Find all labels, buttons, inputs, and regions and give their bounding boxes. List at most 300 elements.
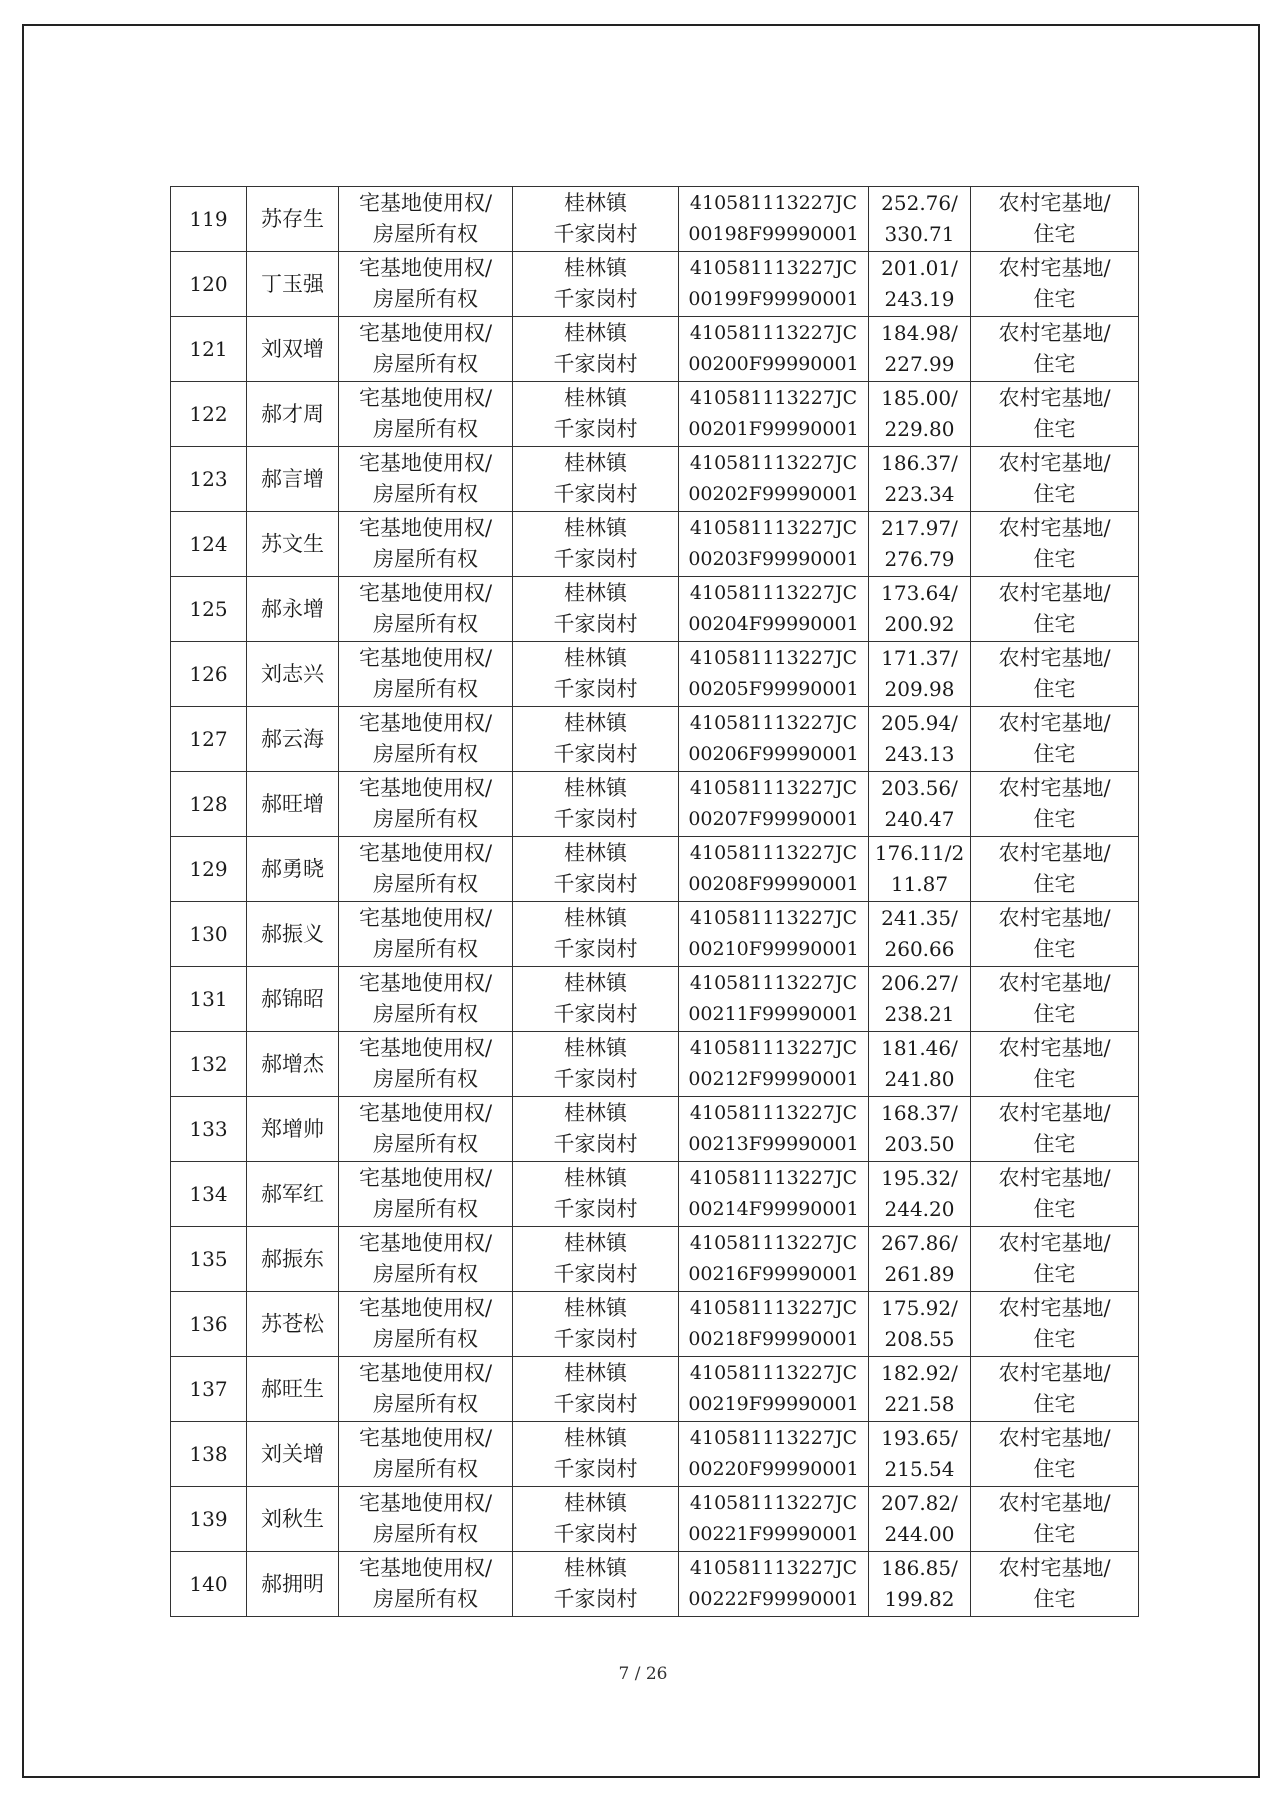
location-village: 千家岗村 bbox=[553, 1587, 638, 1611]
usage-line-2: 住宅 bbox=[1033, 222, 1076, 246]
location-town: 桂林镇 bbox=[564, 1361, 627, 1385]
cell-unit-code bbox=[679, 1552, 869, 1617]
right-type-line-1: 宅基地使用权/ bbox=[358, 1426, 493, 1450]
cell-owner-name: 刘关增 bbox=[247, 1422, 339, 1487]
cell-unit-code bbox=[679, 382, 869, 447]
cell-serial-number: 137 bbox=[171, 1357, 247, 1422]
area-line-2: 221.58 bbox=[884, 1392, 955, 1416]
right-type-line-1: 宅基地使用权/ bbox=[358, 1491, 493, 1515]
cell-owner-name: 郑增帅 bbox=[247, 1097, 339, 1162]
area-line-1: 185.00/ bbox=[881, 386, 958, 410]
right-type-line-2: 房屋所有权 bbox=[373, 1132, 478, 1156]
usage-line-1: 农村宅基地/ bbox=[998, 581, 1111, 605]
usage-line-1: 农村宅基地/ bbox=[998, 386, 1111, 410]
cell-right-type bbox=[339, 1422, 513, 1487]
area-line-1: 241.35/ bbox=[881, 906, 958, 930]
usage-line-2: 住宅 bbox=[1033, 1002, 1076, 1026]
cell-unit-code bbox=[679, 837, 869, 902]
right-type-line-2: 房屋所有权 bbox=[373, 287, 478, 311]
usage-line-2: 住宅 bbox=[1033, 1587, 1076, 1611]
unit-code-line-1: 410581113227JC bbox=[689, 257, 858, 279]
area-line-1: 182.92/ bbox=[881, 1361, 958, 1385]
unit-code-line-2: 00208F99990001 bbox=[688, 873, 859, 895]
unit-code-line-1: 410581113227JC bbox=[689, 387, 858, 409]
location-town: 桂林镇 bbox=[564, 451, 627, 475]
location-village: 千家岗村 bbox=[553, 287, 638, 311]
area-line-2: 240.47 bbox=[884, 807, 955, 831]
cell-owner-name: 郝旺增 bbox=[247, 772, 339, 837]
area-line-1: 252.76/ bbox=[881, 191, 958, 215]
cell-owner-name: 刘志兴 bbox=[247, 642, 339, 707]
right-type-line-1: 宅基地使用权/ bbox=[358, 191, 493, 215]
location-village: 千家岗村 bbox=[553, 872, 638, 896]
table-row bbox=[171, 382, 1139, 447]
cell-owner-name: 郝云海 bbox=[247, 707, 339, 772]
cell-owner-name: 郝增杰 bbox=[247, 1032, 339, 1097]
table-row bbox=[171, 1292, 1139, 1357]
area-line-2: 241.80 bbox=[884, 1067, 955, 1091]
location-village: 千家岗村 bbox=[553, 1067, 638, 1091]
cell-unit-code bbox=[679, 1032, 869, 1097]
cell-owner-name: 郝军红 bbox=[247, 1162, 339, 1227]
right-type-line-2: 房屋所有权 bbox=[373, 937, 478, 961]
cell-area bbox=[869, 902, 971, 967]
right-type-line-2: 房屋所有权 bbox=[373, 1327, 478, 1351]
cell-right-type bbox=[339, 252, 513, 317]
cell-usage bbox=[971, 967, 1139, 1032]
unit-code-line-1: 410581113227JC bbox=[689, 1037, 858, 1059]
location-village: 千家岗村 bbox=[553, 1522, 638, 1546]
cell-usage bbox=[971, 187, 1139, 252]
right-type-line-2: 房屋所有权 bbox=[373, 1067, 478, 1091]
right-type-line-1: 宅基地使用权/ bbox=[358, 321, 493, 345]
unit-code-line-1: 410581113227JC bbox=[689, 777, 858, 799]
right-type-line-1: 宅基地使用权/ bbox=[358, 1296, 493, 1320]
cell-area bbox=[869, 1227, 971, 1292]
cell-usage bbox=[971, 317, 1139, 382]
registry-table-body bbox=[171, 187, 1139, 1617]
cell-unit-code bbox=[679, 447, 869, 512]
cell-serial-number: 134 bbox=[171, 1162, 247, 1227]
location-town: 桂林镇 bbox=[564, 1166, 627, 1190]
unit-code-line-1: 410581113227JC bbox=[689, 1362, 858, 1384]
table-row bbox=[171, 1162, 1139, 1227]
cell-location bbox=[513, 382, 679, 447]
right-type-line-1: 宅基地使用权/ bbox=[358, 646, 493, 670]
location-town: 桂林镇 bbox=[564, 516, 627, 540]
table-row bbox=[171, 512, 1139, 577]
cell-area bbox=[869, 707, 971, 772]
cell-location bbox=[513, 577, 679, 642]
usage-line-1: 农村宅基地/ bbox=[998, 1036, 1111, 1060]
unit-code-line-1: 410581113227JC bbox=[689, 907, 858, 929]
unit-code-line-2: 00210F99990001 bbox=[688, 938, 859, 960]
right-type-line-1: 宅基地使用权/ bbox=[358, 451, 493, 475]
right-type-line-2: 房屋所有权 bbox=[373, 807, 478, 831]
right-type-line-2: 房屋所有权 bbox=[373, 1197, 478, 1221]
cell-usage bbox=[971, 1422, 1139, 1487]
cell-unit-code bbox=[679, 187, 869, 252]
cell-area bbox=[869, 1357, 971, 1422]
area-line-1: 206.27/ bbox=[881, 971, 958, 995]
cell-serial-number: 127 bbox=[171, 707, 247, 772]
cell-unit-code bbox=[679, 1097, 869, 1162]
registry-table bbox=[170, 186, 1139, 1617]
right-type-line-2: 房屋所有权 bbox=[373, 1002, 478, 1026]
usage-line-2: 住宅 bbox=[1033, 417, 1076, 441]
cell-location bbox=[513, 1032, 679, 1097]
cell-serial-number: 135 bbox=[171, 1227, 247, 1292]
cell-location bbox=[513, 772, 679, 837]
location-village: 千家岗村 bbox=[553, 417, 638, 441]
unit-code-line-1: 410581113227JC bbox=[689, 192, 858, 214]
right-type-line-2: 房屋所有权 bbox=[373, 222, 478, 246]
unit-code-line-2: 00218F99990001 bbox=[688, 1328, 859, 1350]
right-type-line-1: 宅基地使用权/ bbox=[358, 776, 493, 800]
cell-owner-name: 刘秋生 bbox=[247, 1487, 339, 1552]
table-row bbox=[171, 967, 1139, 1032]
cell-usage bbox=[971, 512, 1139, 577]
cell-location bbox=[513, 187, 679, 252]
cell-right-type bbox=[339, 447, 513, 512]
unit-code-line-2: 00199F99990001 bbox=[688, 288, 859, 310]
usage-line-2: 住宅 bbox=[1033, 612, 1076, 636]
area-line-1: 175.92/ bbox=[881, 1296, 958, 1320]
area-line-2: 11.87 bbox=[890, 872, 949, 896]
usage-line-1: 农村宅基地/ bbox=[998, 906, 1111, 930]
table-row bbox=[171, 837, 1139, 902]
cell-owner-name: 苏苍松 bbox=[247, 1292, 339, 1357]
cell-owner-name: 郝振东 bbox=[247, 1227, 339, 1292]
right-type-line-1: 宅基地使用权/ bbox=[358, 1361, 493, 1385]
cell-location bbox=[513, 1422, 679, 1487]
cell-unit-code bbox=[679, 1422, 869, 1487]
cell-owner-name: 郝拥明 bbox=[247, 1552, 339, 1617]
table-row bbox=[171, 1552, 1139, 1617]
cell-unit-code bbox=[679, 1292, 869, 1357]
table-row bbox=[171, 1097, 1139, 1162]
cell-usage bbox=[971, 707, 1139, 772]
right-type-line-2: 房屋所有权 bbox=[373, 1587, 478, 1611]
table-row bbox=[171, 1487, 1139, 1552]
cell-serial-number: 131 bbox=[171, 967, 247, 1032]
right-type-line-2: 房屋所有权 bbox=[373, 1457, 478, 1481]
unit-code-line-2: 00222F99990001 bbox=[688, 1588, 859, 1610]
cell-unit-code bbox=[679, 252, 869, 317]
unit-code-line-2: 00219F99990001 bbox=[688, 1393, 859, 1415]
table-row bbox=[171, 1032, 1139, 1097]
right-type-line-2: 房屋所有权 bbox=[373, 742, 478, 766]
cell-right-type bbox=[339, 577, 513, 642]
cell-serial-number: 119 bbox=[171, 187, 247, 252]
cell-right-type bbox=[339, 187, 513, 252]
cell-serial-number: 138 bbox=[171, 1422, 247, 1487]
right-type-line-2: 房屋所有权 bbox=[373, 547, 478, 571]
cell-owner-name: 郝才周 bbox=[247, 382, 339, 447]
cell-location bbox=[513, 1292, 679, 1357]
area-line-2: 209.98 bbox=[884, 677, 955, 701]
cell-owner-name: 丁玉强 bbox=[247, 252, 339, 317]
right-type-line-1: 宅基地使用权/ bbox=[358, 386, 493, 410]
table-row bbox=[171, 317, 1139, 382]
area-line-1: 201.01/ bbox=[881, 256, 958, 280]
area-line-1: 203.56/ bbox=[881, 776, 958, 800]
cell-usage bbox=[971, 642, 1139, 707]
location-town: 桂林镇 bbox=[564, 581, 627, 605]
right-type-line-2: 房屋所有权 bbox=[373, 1522, 478, 1546]
usage-line-1: 农村宅基地/ bbox=[998, 256, 1111, 280]
cell-usage bbox=[971, 1227, 1139, 1292]
location-village: 千家岗村 bbox=[553, 1132, 638, 1156]
area-line-1: 195.32/ bbox=[881, 1166, 958, 1190]
cell-unit-code bbox=[679, 1227, 869, 1292]
usage-line-2: 住宅 bbox=[1033, 742, 1076, 766]
cell-unit-code bbox=[679, 1162, 869, 1227]
cell-location bbox=[513, 902, 679, 967]
usage-line-2: 住宅 bbox=[1033, 872, 1076, 896]
area-line-2: 215.54 bbox=[884, 1457, 955, 1481]
cell-unit-code bbox=[679, 577, 869, 642]
cell-unit-code bbox=[679, 512, 869, 577]
location-village: 千家岗村 bbox=[553, 1002, 638, 1026]
cell-right-type bbox=[339, 382, 513, 447]
cell-area bbox=[869, 1097, 971, 1162]
usage-line-2: 住宅 bbox=[1033, 1197, 1076, 1221]
table-row bbox=[171, 187, 1139, 252]
unit-code-line-1: 410581113227JC bbox=[689, 452, 858, 474]
cell-usage bbox=[971, 382, 1139, 447]
unit-code-line-1: 410581113227JC bbox=[689, 842, 858, 864]
cell-right-type bbox=[339, 1097, 513, 1162]
usage-line-1: 农村宅基地/ bbox=[998, 1361, 1111, 1385]
cell-location bbox=[513, 317, 679, 382]
table-row bbox=[171, 447, 1139, 512]
area-line-2: 223.34 bbox=[884, 482, 955, 506]
right-type-line-2: 房屋所有权 bbox=[373, 677, 478, 701]
cell-unit-code bbox=[679, 707, 869, 772]
right-type-line-1: 宅基地使用权/ bbox=[358, 1036, 493, 1060]
cell-location bbox=[513, 642, 679, 707]
cell-area bbox=[869, 1032, 971, 1097]
location-village: 千家岗村 bbox=[553, 612, 638, 636]
cell-right-type bbox=[339, 512, 513, 577]
right-type-line-2: 房屋所有权 bbox=[373, 1392, 478, 1416]
cell-serial-number: 120 bbox=[171, 252, 247, 317]
area-line-1: 207.82/ bbox=[881, 1491, 958, 1515]
usage-line-1: 农村宅基地/ bbox=[998, 1556, 1111, 1580]
unit-code-line-2: 00211F99990001 bbox=[688, 1003, 859, 1025]
location-village: 千家岗村 bbox=[553, 742, 638, 766]
table-row bbox=[171, 252, 1139, 317]
cell-usage bbox=[971, 577, 1139, 642]
usage-line-1: 农村宅基地/ bbox=[998, 451, 1111, 475]
cell-area bbox=[869, 1422, 971, 1487]
cell-owner-name: 苏存生 bbox=[247, 187, 339, 252]
cell-usage bbox=[971, 1097, 1139, 1162]
cell-area bbox=[869, 1292, 971, 1357]
cell-serial-number: 122 bbox=[171, 382, 247, 447]
cell-usage bbox=[971, 252, 1139, 317]
table-row bbox=[171, 577, 1139, 642]
cell-area bbox=[869, 382, 971, 447]
usage-line-2: 住宅 bbox=[1033, 1067, 1076, 1091]
right-type-line-2: 房屋所有权 bbox=[373, 482, 478, 506]
cell-area bbox=[869, 317, 971, 382]
location-town: 桂林镇 bbox=[564, 1231, 627, 1255]
unit-code-line-2: 00207F99990001 bbox=[688, 808, 859, 830]
area-line-2: 276.79 bbox=[884, 547, 955, 571]
unit-code-line-1: 410581113227JC bbox=[689, 1102, 858, 1124]
usage-line-2: 住宅 bbox=[1033, 1392, 1076, 1416]
table-row bbox=[171, 902, 1139, 967]
area-line-2: 208.55 bbox=[884, 1327, 955, 1351]
location-town: 桂林镇 bbox=[564, 1556, 627, 1580]
cell-area bbox=[869, 967, 971, 1032]
area-line-2: 200.92 bbox=[884, 612, 955, 636]
unit-code-line-2: 00213F99990001 bbox=[688, 1133, 859, 1155]
usage-line-2: 住宅 bbox=[1033, 1327, 1076, 1351]
location-town: 桂林镇 bbox=[564, 841, 627, 865]
cell-location bbox=[513, 707, 679, 772]
usage-line-1: 农村宅基地/ bbox=[998, 971, 1111, 995]
unit-code-line-2: 00200F99990001 bbox=[688, 353, 859, 375]
usage-line-1: 农村宅基地/ bbox=[998, 321, 1111, 345]
right-type-line-2: 房屋所有权 bbox=[373, 417, 478, 441]
cell-right-type bbox=[339, 1552, 513, 1617]
cell-owner-name: 郝言增 bbox=[247, 447, 339, 512]
cell-location bbox=[513, 447, 679, 512]
location-village: 千家岗村 bbox=[553, 1327, 638, 1351]
cell-serial-number: 121 bbox=[171, 317, 247, 382]
right-type-line-1: 宅基地使用权/ bbox=[358, 841, 493, 865]
area-line-1: 168.37/ bbox=[881, 1101, 958, 1125]
cell-right-type bbox=[339, 1292, 513, 1357]
usage-line-2: 住宅 bbox=[1033, 1457, 1076, 1481]
usage-line-1: 农村宅基地/ bbox=[998, 776, 1111, 800]
cell-location bbox=[513, 1357, 679, 1422]
cell-area bbox=[869, 187, 971, 252]
area-line-2: 243.19 bbox=[884, 287, 955, 311]
cell-unit-code bbox=[679, 772, 869, 837]
usage-line-1: 农村宅基地/ bbox=[998, 1166, 1111, 1190]
location-village: 千家岗村 bbox=[553, 482, 638, 506]
location-town: 桂林镇 bbox=[564, 906, 627, 930]
right-type-line-1: 宅基地使用权/ bbox=[358, 516, 493, 540]
table-row bbox=[171, 772, 1139, 837]
usage-line-1: 农村宅基地/ bbox=[998, 1491, 1111, 1515]
usage-line-2: 住宅 bbox=[1033, 807, 1076, 831]
location-village: 千家岗村 bbox=[553, 1262, 638, 1286]
cell-right-type bbox=[339, 1032, 513, 1097]
usage-line-1: 农村宅基地/ bbox=[998, 1231, 1111, 1255]
cell-unit-code bbox=[679, 642, 869, 707]
area-line-1: 171.37/ bbox=[881, 646, 958, 670]
right-type-line-1: 宅基地使用权/ bbox=[358, 971, 493, 995]
cell-usage bbox=[971, 447, 1139, 512]
unit-code-line-1: 410581113227JC bbox=[689, 712, 858, 734]
right-type-line-2: 房屋所有权 bbox=[373, 612, 478, 636]
area-line-2: 238.21 bbox=[884, 1002, 955, 1026]
usage-line-2: 住宅 bbox=[1033, 1522, 1076, 1546]
cell-area bbox=[869, 577, 971, 642]
unit-code-line-2: 00220F99990001 bbox=[688, 1458, 859, 1480]
cell-right-type bbox=[339, 1227, 513, 1292]
area-line-2: 227.99 bbox=[884, 352, 955, 376]
area-line-1: 267.86/ bbox=[881, 1231, 958, 1255]
cell-right-type bbox=[339, 902, 513, 967]
usage-line-1: 农村宅基地/ bbox=[998, 1426, 1111, 1450]
cell-unit-code bbox=[679, 967, 869, 1032]
location-town: 桂林镇 bbox=[564, 256, 627, 280]
location-village: 千家岗村 bbox=[553, 1197, 638, 1221]
cell-owner-name: 苏文生 bbox=[247, 512, 339, 577]
location-town: 桂林镇 bbox=[564, 711, 627, 735]
unit-code-line-1: 410581113227JC bbox=[689, 1167, 858, 1189]
location-town: 桂林镇 bbox=[564, 1491, 627, 1515]
cell-usage bbox=[971, 902, 1139, 967]
area-line-1: 181.46/ bbox=[881, 1036, 958, 1060]
area-line-2: 244.20 bbox=[884, 1197, 955, 1221]
table-row bbox=[171, 642, 1139, 707]
cell-owner-name: 郝振义 bbox=[247, 902, 339, 967]
right-type-line-1: 宅基地使用权/ bbox=[358, 906, 493, 930]
location-village: 千家岗村 bbox=[553, 807, 638, 831]
area-line-2: 261.89 bbox=[884, 1262, 955, 1286]
right-type-line-1: 宅基地使用权/ bbox=[358, 1101, 493, 1125]
unit-code-line-2: 00201F99990001 bbox=[688, 418, 859, 440]
usage-line-1: 农村宅基地/ bbox=[998, 1101, 1111, 1125]
unit-code-line-2: 00206F99990001 bbox=[688, 743, 859, 765]
unit-code-line-1: 410581113227JC bbox=[689, 1427, 858, 1449]
cell-serial-number: 123 bbox=[171, 447, 247, 512]
cell-right-type bbox=[339, 1357, 513, 1422]
unit-code-line-1: 410581113227JC bbox=[689, 322, 858, 344]
cell-area bbox=[869, 837, 971, 902]
cell-unit-code bbox=[679, 1487, 869, 1552]
cell-usage bbox=[971, 1032, 1139, 1097]
cell-owner-name: 郝勇晓 bbox=[247, 837, 339, 902]
usage-line-1: 农村宅基地/ bbox=[998, 191, 1111, 215]
location-village: 千家岗村 bbox=[553, 937, 638, 961]
area-line-1: 184.98/ bbox=[881, 321, 958, 345]
cell-right-type bbox=[339, 772, 513, 837]
unit-code-line-1: 410581113227JC bbox=[689, 1492, 858, 1514]
usage-line-2: 住宅 bbox=[1033, 547, 1076, 571]
usage-line-2: 住宅 bbox=[1033, 1262, 1076, 1286]
area-line-1: 176.11/2 bbox=[874, 841, 965, 865]
location-village: 千家岗村 bbox=[553, 352, 638, 376]
area-line-2: 203.50 bbox=[884, 1132, 955, 1156]
usage-line-2: 住宅 bbox=[1033, 937, 1076, 961]
cell-serial-number: 140 bbox=[171, 1552, 247, 1617]
usage-line-2: 住宅 bbox=[1033, 482, 1076, 506]
cell-serial-number: 136 bbox=[171, 1292, 247, 1357]
cell-area bbox=[869, 642, 971, 707]
cell-area bbox=[869, 1162, 971, 1227]
cell-owner-name: 郝锦昭 bbox=[247, 967, 339, 1032]
area-line-1: 193.65/ bbox=[881, 1426, 958, 1450]
cell-location bbox=[513, 1227, 679, 1292]
unit-code-line-1: 410581113227JC bbox=[689, 517, 858, 539]
unit-code-line-1: 410581113227JC bbox=[689, 1232, 858, 1254]
unit-code-line-2: 00202F99990001 bbox=[688, 483, 859, 505]
location-town: 桂林镇 bbox=[564, 386, 627, 410]
area-line-1: 173.64/ bbox=[881, 581, 958, 605]
cell-location bbox=[513, 1162, 679, 1227]
cell-area bbox=[869, 1487, 971, 1552]
cell-serial-number: 130 bbox=[171, 902, 247, 967]
cell-area bbox=[869, 447, 971, 512]
